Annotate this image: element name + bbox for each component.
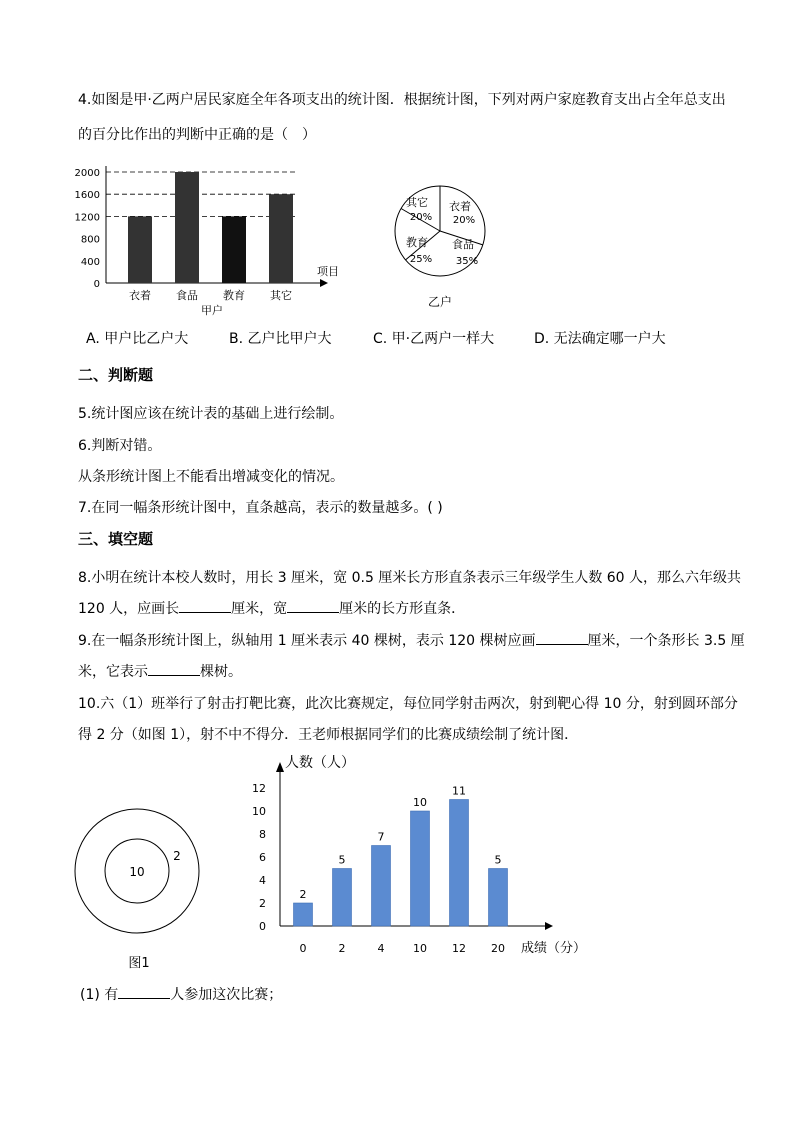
q9-line2	[78, 661, 242, 681]
x-axis-arrow	[320, 279, 328, 287]
option-c[interactable]: C. 甲·乙两户一样大	[373, 331, 495, 347]
bar	[450, 800, 469, 927]
y-tick-label: 400	[80, 256, 100, 268]
bar-value-label: 7	[377, 830, 385, 844]
q10-1-text-b: 人参加这次比赛；	[170, 987, 283, 1003]
q8-text-a: 120 人，应画长	[78, 601, 180, 617]
bar	[128, 216, 152, 283]
pie-slice-percent: 20%	[409, 212, 433, 223]
x-axis-arrow	[545, 922, 553, 930]
q9-text-b: 厘米，一个条形长 3.5 厘	[587, 633, 745, 649]
x-category-label: 0	[299, 942, 307, 955]
x-category-label: 食品	[176, 289, 198, 302]
q8-blank-length[interactable]	[179, 598, 231, 613]
q8-blank-width[interactable]	[287, 598, 339, 613]
jia-bar-chart	[70, 160, 340, 318]
bar	[222, 216, 246, 283]
pie-slice-label: 衣着	[449, 200, 471, 213]
pie-slice-percent: 25%	[409, 254, 433, 265]
bar	[269, 194, 293, 283]
y-tick-label: 800	[80, 234, 100, 246]
bar	[333, 869, 352, 927]
bar-value-label: 5	[494, 853, 502, 867]
q6-line1: 6.判断对错。	[78, 438, 162, 454]
bar-value-label: 5	[338, 853, 346, 867]
x-category-label: 教育	[223, 289, 245, 302]
y-tick-label: 0	[259, 920, 266, 933]
jia-bars	[128, 172, 293, 283]
y-tick-label: 4	[259, 874, 266, 887]
q9-line1	[78, 630, 745, 650]
q8-text-b: 厘米，宽	[231, 601, 288, 617]
y-tick-label: 10	[252, 805, 266, 818]
y-tick-label: 1200	[74, 212, 100, 224]
pie-slice-label: 其它	[406, 196, 428, 209]
q5: 5.统计图应该在统计表的基础上进行绘制。	[78, 406, 344, 422]
bar-value-label: 10	[413, 796, 427, 809]
q9-text-a: 9.在一幅条形统计图上，纵轴用 1 厘米表示 40 棵树，表示 120 棵树应画	[78, 633, 536, 649]
q9-text-c: 米，它表示	[78, 664, 148, 680]
x-category-label: 12	[452, 942, 466, 955]
pie-slice-label: 食品	[452, 238, 474, 251]
q10-1-blank[interactable]	[118, 984, 170, 999]
bar	[489, 869, 508, 927]
y-tick-label: 0	[93, 279, 100, 290]
y-axis-arrow	[276, 762, 284, 772]
score-bars	[294, 800, 508, 927]
y-tick-label: 8	[259, 828, 266, 841]
y-axis-label: 人数（人）	[285, 755, 355, 771]
x-category-label: 4	[377, 942, 385, 955]
pie-slice-percent: 20%	[452, 215, 476, 226]
section3-title: 三、填空题	[78, 530, 154, 548]
q10-line1: 10.六（1）班举行了射击打靶比赛，此次比赛规定，每位同学射击两次，射到靶心得 10 分，射到圆环部分	[78, 696, 738, 712]
q10-line2: 得 2 分（如图 1），射不中不得分．王老师根据同学们的比赛成绩绘制了统计图．	[78, 727, 579, 743]
q10-1-text-a: (1) 有	[80, 987, 119, 1003]
pie-slice-percent: 35%	[455, 256, 479, 267]
q6-line2: 从条形统计图上不能看出增减变化的情况。	[78, 469, 344, 485]
q9-blank-cm[interactable]	[536, 630, 588, 645]
q8-line1: 8.小明在统计本校人数时，用长 3 厘米，宽 0.5 厘米长方形直条表示三年级学生人数 60 人，那么六年级共	[78, 570, 742, 586]
pie-caption: 乙户	[427, 295, 453, 309]
q8-line2	[78, 598, 465, 618]
option-d[interactable]: D. 无法确定哪一户大	[534, 331, 666, 347]
chart-caption: 甲户	[201, 304, 223, 317]
q7: 7.在同一幅条形统计图中，直条越高，表示的数量越多。( )	[78, 500, 443, 516]
x-category-label: 其它	[270, 289, 292, 302]
x-axis-label: 项目	[317, 265, 339, 278]
y-tick-label: 12	[252, 782, 266, 795]
y-tick-label: 1600	[74, 190, 100, 202]
bar	[175, 172, 199, 283]
q9-blank-trees[interactable]	[148, 661, 200, 676]
q8-text-c: 厘米的长方形直条．	[339, 601, 466, 617]
q4-line1: 4.如图是甲·乙两户居民家庭全年各项支出的统计图．根据统计图，下列对两户家庭教育支出占全年总支出	[78, 92, 726, 108]
option-b[interactable]: B. 乙户比甲户大	[229, 331, 332, 347]
pie-slice-label: 教育	[406, 236, 428, 249]
x-axis-label: 成绩（分）	[521, 941, 587, 956]
yi-pie	[395, 186, 485, 309]
x-category-label: 20	[491, 942, 505, 955]
yi-pie-chart	[385, 180, 495, 315]
bar	[411, 811, 430, 926]
ring-label: 2	[173, 849, 181, 863]
bullseye-label: 10	[129, 865, 145, 879]
option-a[interactable]: A. 甲户比乙户大	[86, 331, 189, 347]
bar-value-label: 2	[299, 888, 307, 901]
jia-labels	[75, 168, 339, 317]
score-bar-chart	[245, 752, 605, 962]
q4-line2: 的百分比作出的判断中正确的是（ ）	[78, 127, 316, 143]
q10-1	[80, 984, 282, 1004]
bar	[372, 846, 391, 927]
bar	[294, 903, 313, 926]
target-figure	[74, 808, 208, 970]
x-category-label: 10	[413, 942, 427, 955]
y-tick-label: 2000	[74, 168, 100, 179]
figure-caption: 图1	[128, 956, 150, 970]
bar-value-label: 11	[452, 784, 466, 798]
x-category-label: 2	[338, 942, 346, 955]
q9-text-d: 棵树。	[200, 664, 242, 680]
y-tick-label: 2	[259, 897, 266, 910]
x-category-label: 衣着	[129, 289, 151, 302]
section2-title: 二、判断题	[78, 366, 154, 384]
y-tick-label: 6	[259, 851, 266, 864]
